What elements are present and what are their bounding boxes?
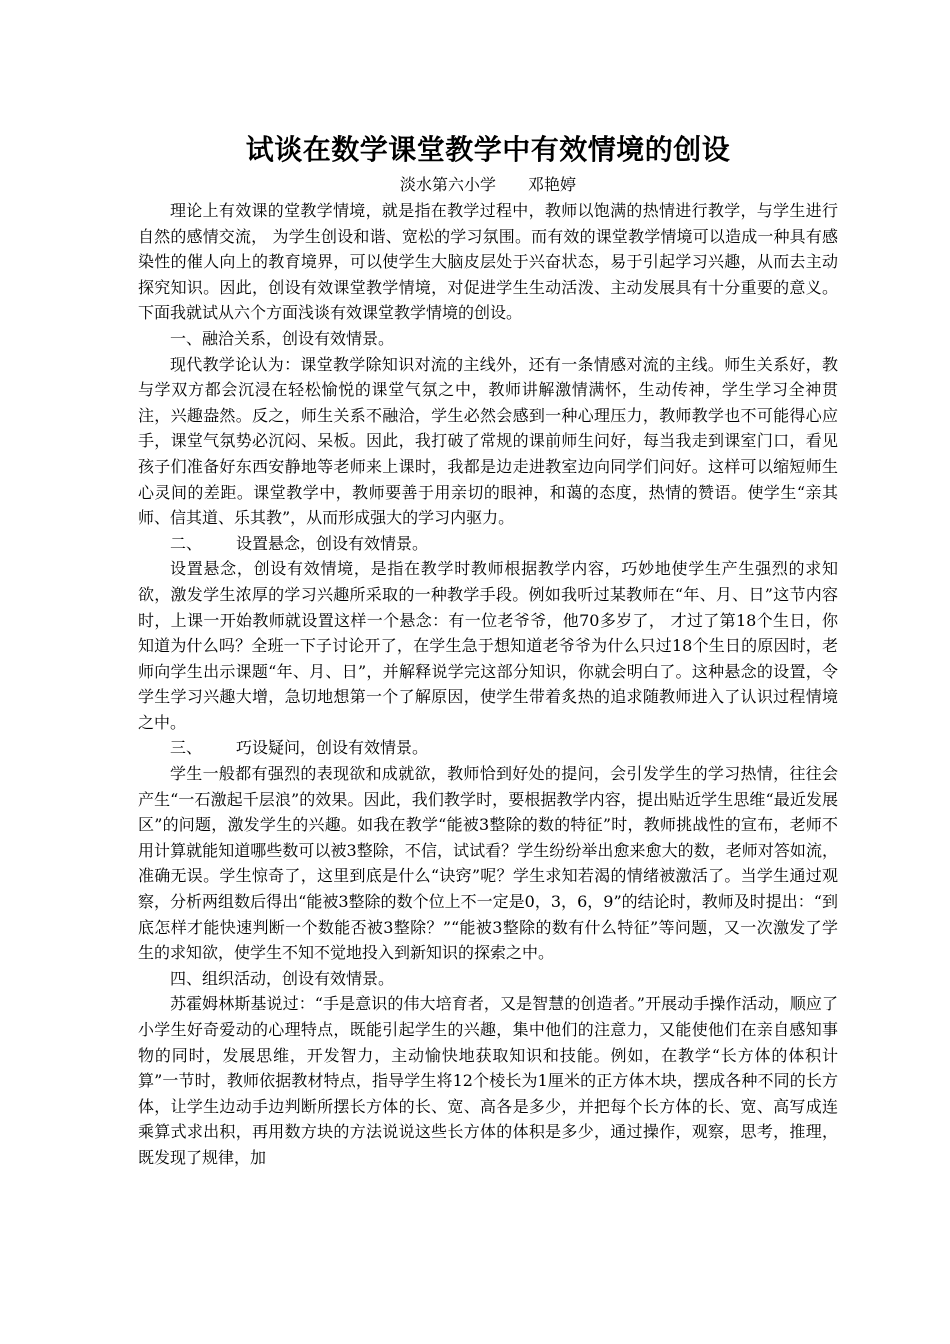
section-number: 一、 <box>170 328 203 348</box>
section-number: 四、 <box>170 968 203 988</box>
section-heading-3 <box>138 735 838 761</box>
section-paragraph-3: 学生一般都有强烈的表现欲和成就欲，教师恰到好处的提问，会引发学生的学习热情，往往会产生“一石激起千层浪”的效果。因此，我们教学时，要根据教学内容，提出贴近学生思维“最近发展区”的问题，激发学生的兴趣。如我在教学“能被3整除的数的特征”时，教师挑战性的宣布，老师不用计算就能知道哪些数可以被3整除，不信，试试看？学生纷纷举出愈来愈大的数，老师对答如流，准确无误。学生惊奇了，这里到底是什么“诀窍”呢？学生求知若渴的情绪被激活了。当学生通过观察，分析两组数后得出“能被3整除的数个位上不一定是0，3，6，9”的结论时，教师及时提出：“到底怎样才能快速判断一个数能否被3整除？”“能被3整除的数有什么特征”等问题，又一次激发了学生的求知欲，使学生不知不觉地投入到新知识的探索之中。 <box>138 764 838 963</box>
section-heading-1 <box>138 326 838 352</box>
intro-paragraph: 理论上有效课的堂教学情境，就是指在教学过程中，教师以饱满的热情进行教学，与学生进行自然的感情交流， 为学生创设和谐、宽松的学习氛围。而有效的课堂教学情境可以造成一种具有感染性的催人向上的教育境界，可以使学生大脑皮层处于兴奋状态，易于引起学习兴趣，从而去主动探究知识。因此，创设有效课堂教学情境，对促进学生生动活泼、主动发展具有十分重要的意义。下面我就试从六个方面浅谈有效课堂教学情境的创设。 <box>138 201 838 323</box>
section-paragraph-2: 设置悬念，创设有效情境，是指在教学时教师根据教学内容，巧妙地使学生产生强烈的求知欲，激发学生浓厚的学习兴趣所采取的一种教学手段。例如我听过某教师在“年、月、日”这节内容时，上课一开始教师就设置这样一个悬念：有一位老爷爷，他70多岁了， 才过了第18个生日，你知道为什么吗？全班一下子讨论开了，在学生急于想知道老爷爷为什么只过18个生日的原因时，老师向学生出示课题“年、月、日”，并解释说学完这部分知识，你就会明白了。这种悬念的设置，令学生学习兴趣大增，急切地想第一个了解原因，使学生带着炙热的追求随教师进入了认识过程情境之中。 <box>138 559 838 732</box>
section-title: 融洽关系，创设有效情景。 <box>202 328 395 348</box>
section-heading-2 <box>138 531 838 557</box>
section-title: 组织活动，创设有效情景。 <box>202 968 395 988</box>
document-page <box>138 128 838 1171</box>
section-paragraph-4: 苏霍姆林斯基说过：“手是意识的伟大培育者，又是智慧的创造者。”开展动手操作活动，顺应了小学生好奇爱动的心理特点，既能引起学生的兴趣，集中他们的注意力，又能使他们在亲自感知事物的同时，发展思维，开发智力，主动愉快地获取知识和技能。例如，在教学“长方体的体积计算”一节时，教师依据教材特点，指导学生将12个棱长为1厘米的正方体木块，摆成各种不同的长方体，让学生边动手边判断所摆长方体的长、宽、高各是多少，并把每个长方体的长、宽、高写成连乘算式求出积，再用数方块的方法说说这些长方体的体积是多少，通过操作，观察，思考，推理，既发现了规律，加 <box>138 994 838 1167</box>
section-paragraph-1: 现代教学论认为：课堂教学除知识对流的主线外，还有一条情感对流的主线。师生关系好，教与学双方都会沉浸在轻松愉悦的课堂气氛之中，教师讲解激情满怀，生动传神，学生学习全神贯注，兴趣盎然。反之，师生关系不融洽，学生必然会感到一种心理压力，教师教学也不可能得心应手，课堂气氛势必沉闷、呆板。因此，我打破了常规的课前师生问好，每当我走到课室门口，看见孩子们准备好东西安静地等老师来上课时，我都是边走进教室边向同学们问好。这样可以缩短师生心灵间的差距。课堂教学中，教师要善于用亲切的眼神，和蔼的态度，热情的赞语。使学生“亲其师、信其道、乐其教”，从而形成强大的学习内驱力。 <box>138 354 838 528</box>
document-title: 试谈在数学课堂教学中有效情境的创设 <box>245 133 731 166</box>
section-number: 二、 <box>170 533 203 553</box>
document-body <box>138 198 838 1171</box>
section-number: 三、 <box>170 738 203 758</box>
author-name: 邓艳婷 <box>528 175 577 194</box>
author-line <box>138 172 838 198</box>
section-title: 设置悬念，创设有效情景。 <box>236 533 429 553</box>
school-name: 淡水第六小学 <box>399 175 496 194</box>
section-heading-4 <box>138 966 838 992</box>
section-title: 巧设疑问，创设有效情景。 <box>236 738 429 758</box>
